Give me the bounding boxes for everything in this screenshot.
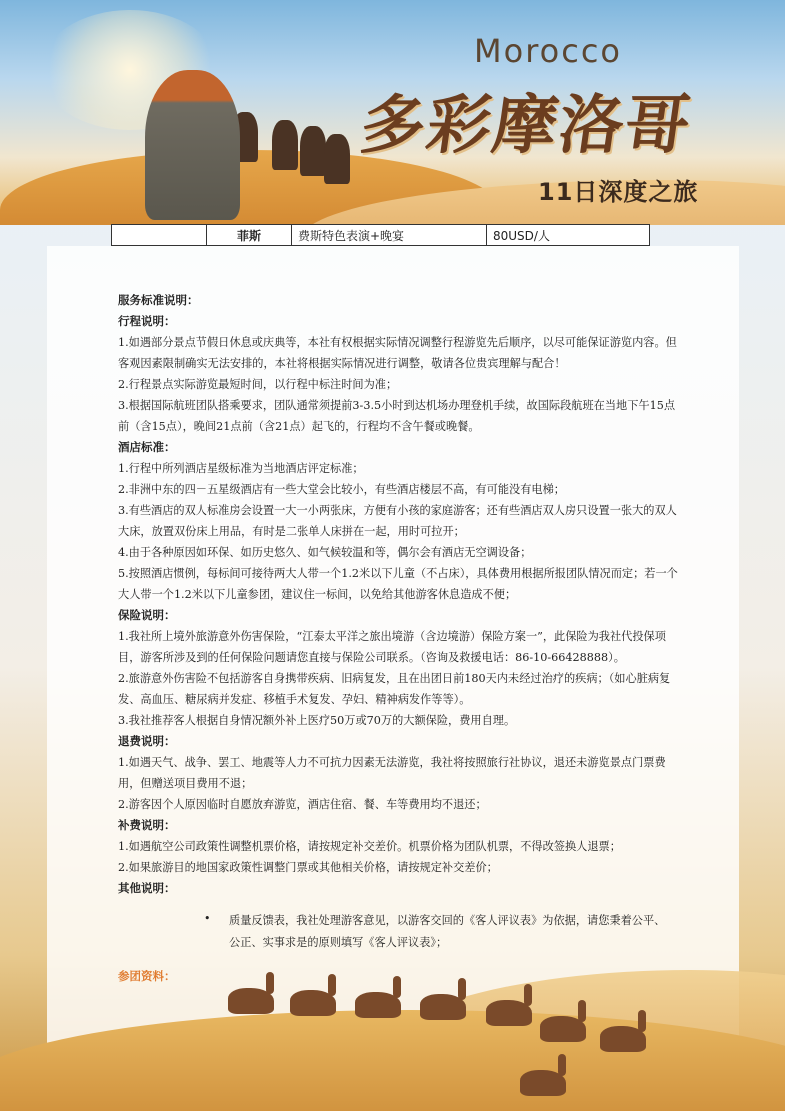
itinerary-item: 1.如遇部分景点节假日休息或庆典等，本社有权根据实际情况调整行程游览先后顺序，以尽可能保证游览内容。但客观因素限制确实无法安排的，本社将根据实际情况进行调整，敬请各位贵宾理解与配合！ (118, 336, 677, 370)
desert-footer (0, 930, 785, 1111)
insurance-item: 2.旅游意外伤害险不包括游客自身携带疾病、旧病复发，且在出团日前180天内未经过治疗的疾病；（如心脏病复发、高血压、糖尿病并发症、移植手术复发、孕妇、精神病发作等等）。 (118, 672, 671, 706)
refund-item: 1.如遇天气、战争、罢工、地震等人力不可抗力因素无法游览，我社将按照旅行社协议，退还未游览景点门票费用，但赠送项目费用不退； (118, 756, 666, 790)
bullet-icon: • (204, 912, 211, 925)
subtitle: 11日深度之旅 (538, 178, 699, 206)
section-title-refund: 退费说明： (118, 734, 176, 748)
camel-figure (600, 1026, 646, 1052)
supplement-item: 2.如果旅游目的地国家政策性调整门票或其他相关价格，请按规定补交差价； (118, 861, 498, 874)
camel-figure (228, 988, 274, 1014)
title-english: Morocco (474, 32, 622, 70)
camel-rider (324, 134, 350, 184)
itinerary-item: 3.根据国际航班团队搭乘要求，团队通常须提前3-3.5小时到达机场办理登机手续，故国际段航班在当地下午15点前（含15点），晚间21点前（含21点）起飞的，行程均不含午餐或晚餐。 (118, 399, 676, 433)
camel-figure (520, 1070, 566, 1096)
section-title-supplement: 补费说明： (118, 818, 176, 832)
section-title-apply: 参团资料： (118, 969, 176, 983)
sand-dune (0, 1010, 785, 1111)
table-cell-city: 菲斯 (207, 225, 292, 246)
camel-figure (420, 994, 466, 1020)
section-title-itinerary: 行程说明： (118, 314, 176, 328)
hotel-item: 4.由于各种原因如环保、如历史悠久、如气候较温和等，偶尔会有酒店无空调设备； (118, 546, 532, 559)
camel-rider (300, 126, 326, 176)
itinerary-item: 2.行程景点实际游览最短时间，以行程中标注时间为准； (118, 378, 398, 391)
title-chinese: 多彩摩洛哥 (355, 88, 697, 163)
other-item: 质量反馈表，我社处理游客意见，以游客交回的《客人评议表》为依据，请您秉着公平、公正、实事求是的原则填写《客人评议表》； (229, 914, 666, 949)
section-title-service: 服务标准说明： (118, 293, 199, 307)
supplement-item: 1.如遇航空公司政策性调整机票价格，请按规定补交差价。机票价格为团队机票，不得改签换人退票； (118, 840, 621, 853)
header-banner (0, 0, 785, 225)
camel-rider (272, 120, 298, 170)
traveler-figure (145, 70, 240, 220)
section-title-insurance: 保险说明： (118, 608, 176, 622)
refund-item: 2.游客因个人原因临时自愿放弃游览，酒店住宿、餐、车等费用均不退还； (118, 798, 487, 811)
hotel-item: 2.非洲中东的四－五星级酒店有一些大堂会比较小，有些酒店楼层不高，有可能没有电梯； (118, 483, 565, 496)
section-title-other: 其他说明： (118, 881, 176, 895)
table-row (112, 225, 650, 246)
camel-figure (290, 990, 336, 1016)
notes-content (118, 290, 678, 899)
hotel-item: 3.有些酒店的双人标准房会设置一大一小两张床，方便有小孩的家庭游客；还有些酒店双人房只设置一张大的双人大床，放置双份床上用品，有时是二张单人床拼在一起，用时可拉开； (118, 504, 677, 538)
table-cell (112, 225, 207, 246)
insurance-item: 3.我社推荐客人根据自身情况额外补上医疗50万或70万的大额保险，费用自理。 (118, 714, 516, 727)
hotel-item: 5.按照酒店惯例，每标间可接待两大人带一个1.2米以下儿童（不占床），具体费用根据所报团队情况而定；若一个大人带一个1.2米以下儿童参团，建议住一标间，以免给其他游客休息造成不便； (118, 567, 678, 601)
camel-figure (355, 992, 401, 1018)
section-title-hotel: 酒店标准： (118, 440, 176, 454)
camel-figure (486, 1000, 532, 1026)
hotel-item: 1.行程中所列酒店星级标准为当地酒店评定标准； (118, 462, 364, 475)
insurance-item: 1.我社所上境外旅游意外伤害保险，“江泰太平洋之旅出境游（含边境游）保险方案一”，此保险为我社代投保项目，游客所涉及到的任何保险问题请您直接与保险公司联系。（咨询及救援电话：86-10-66428888）。 (118, 630, 666, 664)
fee-table (111, 224, 650, 246)
table-cell-price: 80USD/人 (487, 225, 650, 246)
camel-figure (540, 1016, 586, 1042)
table-cell-item: 费斯特色表演+晚宴 (292, 225, 487, 246)
